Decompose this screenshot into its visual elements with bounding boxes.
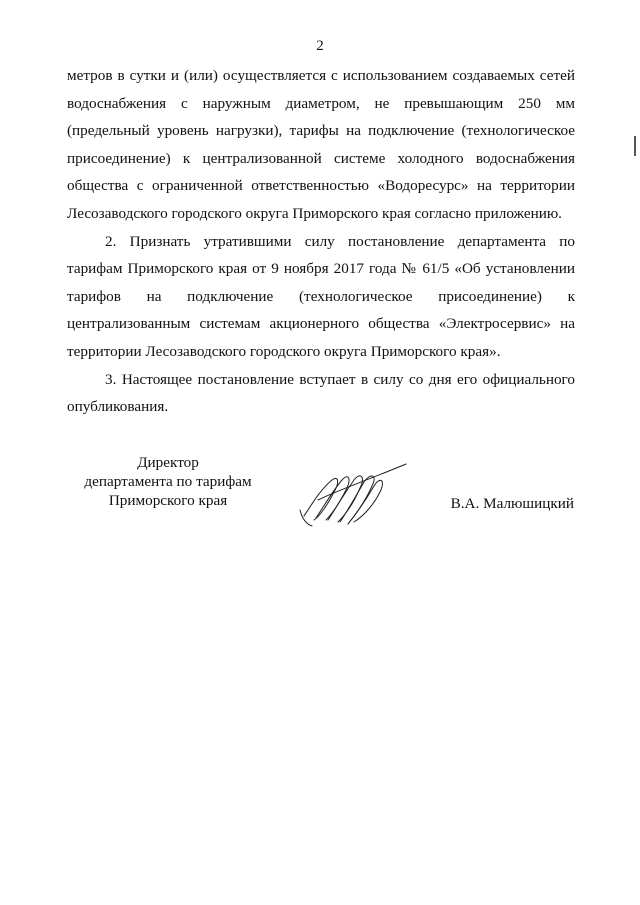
paragraph-item-3: 3. Настоящее постановление вступает в силу со дня его официального опубликования. (67, 370, 575, 416)
paragraph-continuation: метров в сутки и (или) осуществляется с использованием создаваемых сетей водоснабжения с наружным диаметром, не превышающим 250 мм (предельный уровень нагрузки), тарифы на подключение (технологическое присоединение) к централизованной системе холодного водоснабжения общества с ограниченной ответственностью «Водоресурс» на территории Лесозаводского городского округа Приморского края согласно приложению. (67, 67, 575, 222)
handwritten-signature-icon (298, 460, 410, 530)
page-number: 2 (316, 38, 324, 54)
signatory-title-line: Приморского края (108, 492, 228, 509)
signatory-title-line: департамента по тарифам (84, 473, 252, 490)
paragraph-item-2: 2. Признать утратившими силу постановление департамента по тарифам Приморского края от 9 ноября 2017 года № 61/5 «Об установлении тарифов на подключение (технологическое присоединение) к централизованным системам акционерного общества «Электросервис» на территории Лесозаводского городского округа Приморского края». (67, 232, 575, 360)
signatory-name: В.А. Малюшицкий (450, 495, 574, 512)
signatory-title-line: Директор (137, 454, 199, 471)
signatory-title (78, 453, 258, 510)
